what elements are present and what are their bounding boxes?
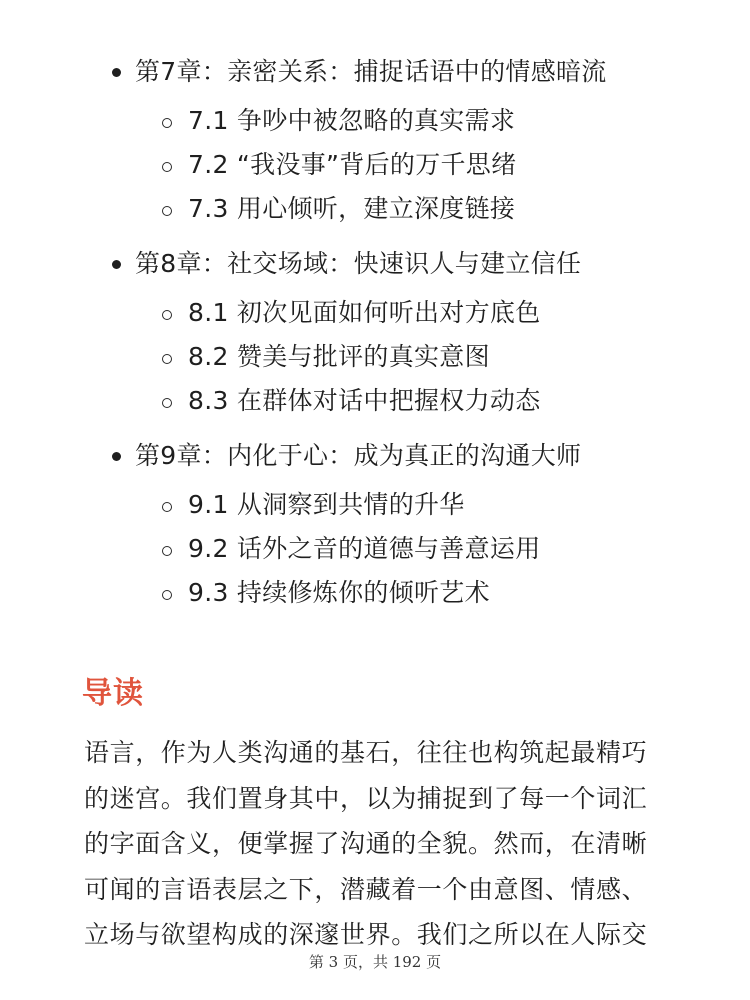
hollow-bullet-icon: [162, 162, 172, 172]
section-title: 9.3 持续修炼你的倾听艺术: [188, 578, 490, 607]
page-number-footer: 第 3 页，共 192 页: [308, 953, 442, 971]
toc-chapter-8: [0, 244, 750, 284]
toc-chapter-7: [0, 52, 750, 92]
toc-section-7-3: [0, 190, 750, 234]
paragraph-line: 可闻的言语表层之下，潜藏着一个由意图、情感、: [84, 874, 648, 904]
hollow-bullet-icon: [162, 590, 172, 600]
hollow-bullet-icon: [162, 118, 172, 128]
toc-chapter-9: [0, 436, 750, 476]
section-title: 8.1 初次见面如何听出对方底色: [188, 298, 541, 327]
toc-section-8-1: [0, 294, 750, 338]
filled-bullet-icon: [112, 260, 121, 269]
paragraph-line: 的迷宫。我们置身其中，以为捕捉到了每一个词汇: [84, 783, 648, 813]
chapter-title: 第7章：亲密关系：捕捉话语中的情感暗流: [135, 57, 607, 86]
paragraph-line: 立场与欲望构成的深邃世界。我们之所以在人际交: [84, 920, 648, 950]
hollow-bullet-icon: [162, 398, 172, 408]
hollow-bullet-icon: [162, 310, 172, 320]
table-of-contents: [0, 52, 750, 628]
chapter-9-sections: [0, 486, 750, 618]
section-title: 9.2 话外之音的道德与善意运用: [188, 534, 541, 563]
filled-bullet-icon: [112, 452, 121, 461]
section-title: 9.1 从洞察到共情的升华: [188, 490, 465, 519]
hollow-bullet-icon: [162, 354, 172, 364]
intro-paragraph: [84, 730, 674, 958]
section-title: 7.3 用心倾听，建立深度链接: [188, 194, 516, 223]
hollow-bullet-icon: [162, 502, 172, 512]
section-title: 7.1 争吵中被忽略的真实需求: [188, 106, 516, 135]
hollow-bullet-icon: [162, 546, 172, 556]
chapter-8-sections: [0, 294, 750, 426]
chapter-7-sections: [0, 102, 750, 234]
chapter-title: 第8章：社交场域：快速识人与建立信任: [135, 249, 582, 278]
paragraph-line: 的字面含义，便掌握了沟通的全貌。然而，在清晰: [84, 829, 648, 859]
toc-section-9-1: [0, 486, 750, 530]
toc-section-7-1: [0, 102, 750, 146]
toc-section-9-2: [0, 530, 750, 574]
toc-section-8-3: [0, 382, 750, 426]
toc-section-8-2: [0, 338, 750, 382]
paragraph-line: 语言，作为人类沟通的基石，往往也构筑起最精巧: [84, 738, 648, 767]
chapter-title: 第9章：内化于心：成为真正的沟通大师: [135, 441, 582, 470]
section-title: 7.2 “我没事”背后的万千思绪: [188, 150, 517, 179]
filled-bullet-icon: [112, 68, 121, 77]
section-title: 8.2 赞美与批评的真实意图: [188, 342, 490, 371]
intro-heading: 导读: [82, 676, 144, 711]
toc-section-7-2: [0, 146, 750, 190]
section-title: 8.3 在群体对话中把握权力动态: [188, 386, 541, 415]
hollow-bullet-icon: [162, 206, 172, 216]
toc-section-9-3: [0, 574, 750, 618]
